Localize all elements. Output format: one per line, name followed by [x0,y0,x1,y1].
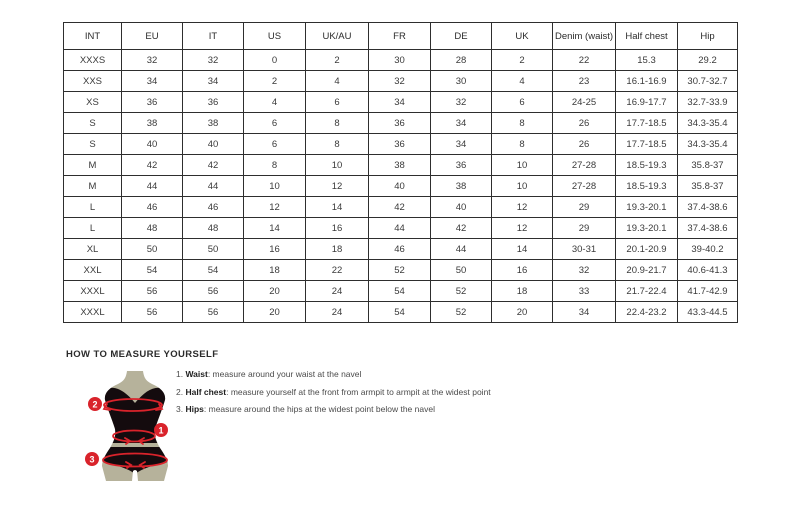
step-text: : measure around the hips at the widest point below the navel [203,404,435,414]
size-cell: 34.3-35.4 [678,134,738,155]
size-cell: 38 [183,113,244,134]
size-row [64,302,738,323]
size-cell: 24 [306,281,369,302]
size-cell: 20 [492,302,553,323]
size-cell: 18.5-19.3 [616,176,678,197]
size-cell: 19.3-20.1 [616,197,678,218]
size-cell: 34 [183,71,244,92]
size-cell: 22 [306,260,369,281]
size-cell: 24-25 [553,92,616,113]
size-cell: 10 [244,176,306,197]
size-cell: 54 [183,260,244,281]
size-cell: 35.8-37 [678,176,738,197]
size-cell: XXXS [64,50,122,71]
size-cell: L [64,218,122,239]
size-cell: 10 [492,155,553,176]
step-number: 3. [176,404,184,414]
step-label: Hips [185,404,204,414]
step-label: Waist [185,369,208,379]
size-cell: 46 [183,197,244,218]
size-cell: XXXL [64,281,122,302]
size-cell: 27-28 [553,155,616,176]
size-cell: 34 [553,302,616,323]
size-row [64,218,738,239]
size-cell: 46 [369,239,431,260]
size-cell: 36 [369,113,431,134]
size-cell: 52 [431,281,492,302]
column-header: UK [492,23,553,50]
badge-hips-number: 3 [89,454,95,465]
size-cell: 39-40.2 [678,239,738,260]
column-header: Denim (waist) [553,23,616,50]
size-cell: M [64,155,122,176]
size-cell: 42 [183,155,244,176]
size-cell: 36 [369,134,431,155]
size-cell: M [64,176,122,197]
size-row [64,134,738,155]
size-cell: 4 [244,92,306,113]
size-cell: 17.7-18.5 [616,113,678,134]
size-cell: 20.9-21.7 [616,260,678,281]
size-cell: 32 [369,71,431,92]
size-cell: 37.4-38.6 [678,218,738,239]
size-cell: 34 [122,71,183,92]
size-cell: 8 [244,155,306,176]
size-row [64,197,738,218]
column-header: INT [64,23,122,50]
size-cell: 30 [431,71,492,92]
size-cell: 22.4-23.2 [616,302,678,323]
midriff-gap [90,443,182,447]
size-cell: 29 [553,197,616,218]
size-cell: 16.9-17.7 [616,92,678,113]
size-cell: 27-28 [553,176,616,197]
size-cell: 16 [244,239,306,260]
size-cell: 54 [369,302,431,323]
step-text: : measure yourself at the front from armpit to armpit at the widest point [226,386,491,397]
size-cell: 8 [492,134,553,155]
measure-step-waist [176,369,491,380]
size-cell: 16 [492,260,553,281]
size-cell: 6 [492,92,553,113]
size-cell: 2 [306,50,369,71]
size-cell: 40 [431,197,492,218]
size-cell: 34 [431,113,492,134]
size-cell: 8 [306,134,369,155]
size-cell: 6 [244,113,306,134]
size-cell: 42 [369,197,431,218]
size-cell: XS [64,92,122,113]
size-cell: 38 [369,155,431,176]
column-header: DE [431,23,492,50]
size-row [64,260,738,281]
size-cell: 19.3-20.1 [616,218,678,239]
size-cell: 32 [431,92,492,113]
size-cell: 34 [431,134,492,155]
measure-section-title: HOW TO MEASURE YOURSELF [66,349,219,360]
size-cell: 14 [306,197,369,218]
size-cell: 35.8-37 [678,155,738,176]
size-cell: 36 [183,92,244,113]
size-cell: 20 [244,281,306,302]
size-cell: 50 [431,260,492,281]
size-cell: 8 [306,113,369,134]
badge-chest-number: 2 [92,399,98,410]
size-cell: 42 [431,218,492,239]
size-cell: 30.7-32.7 [678,71,738,92]
size-cell: 34.3-35.4 [678,113,738,134]
size-cell: 12 [492,218,553,239]
measure-step-hips [176,404,491,415]
measure-steps-list [176,369,491,422]
size-cell: 38 [122,113,183,134]
size-cell: 36 [122,92,183,113]
size-cell: 15.3 [616,50,678,71]
size-cell: 21.7-22.4 [616,281,678,302]
step-number: 1. [176,369,184,379]
size-cell: 56 [183,281,244,302]
size-cell: 54 [122,260,183,281]
size-cell: 30 [369,50,431,71]
size-cell: 10 [492,176,553,197]
size-cell: 29 [553,218,616,239]
size-cell: 32 [183,50,244,71]
size-cell: 48 [183,218,244,239]
size-cell: 52 [369,260,431,281]
size-cell: 43.3-44.5 [678,302,738,323]
size-cell: 48 [122,218,183,239]
size-cell: 38 [431,176,492,197]
step-number: 2. [176,386,184,397]
step-label: Half chest [185,386,227,397]
size-cell: 6 [244,134,306,155]
size-cell: 44 [369,218,431,239]
table-body [64,50,738,323]
size-row [64,281,738,302]
size-cell: 56 [122,302,183,323]
column-header: US [244,23,306,50]
size-cell: 50 [122,239,183,260]
size-cell: 2 [492,50,553,71]
size-cell: 56 [183,302,244,323]
size-cell: 10 [306,155,369,176]
size-cell: 17.7-18.5 [616,134,678,155]
size-cell: 18 [492,281,553,302]
measure-step-half-chest [176,387,491,398]
size-cell: 12 [244,197,306,218]
size-cell: 28 [431,50,492,71]
size-cell: 24 [306,302,369,323]
size-cell: 32 [553,260,616,281]
size-cell: XXL [64,260,122,281]
size-cell: 40.6-41.3 [678,260,738,281]
size-cell: 36 [431,155,492,176]
size-chart-table [63,22,738,323]
size-cell: 22 [553,50,616,71]
size-cell: 18 [244,260,306,281]
size-cell: L [64,197,122,218]
size-row [64,176,738,197]
size-cell: 46 [122,197,183,218]
size-cell: S [64,113,122,134]
size-cell: 20.1-20.9 [616,239,678,260]
size-cell: 2 [244,71,306,92]
step-text: : measure around your waist at the navel [207,369,362,379]
size-cell: 29.2 [678,50,738,71]
size-cell: 44 [183,176,244,197]
size-cell: 42 [122,155,183,176]
size-cell: 12 [492,197,553,218]
size-cell: 41.7-42.9 [678,281,738,302]
size-cell: 37.4-38.6 [678,197,738,218]
column-header: Hip [678,23,738,50]
size-row [64,155,738,176]
column-header: Half chest [616,23,678,50]
size-cell: XXS [64,71,122,92]
table-header-row [64,23,738,50]
size-cell: 40 [183,134,244,155]
size-cell: 32 [122,50,183,71]
size-cell: 14 [244,218,306,239]
badge-waist-number: 1 [158,425,164,436]
size-cell: 40 [122,134,183,155]
size-cell: 26 [553,113,616,134]
size-cell: 50 [183,239,244,260]
size-cell: 26 [553,134,616,155]
size-row [64,113,738,134]
size-cell: 6 [306,92,369,113]
size-cell: 18.5-19.3 [616,155,678,176]
size-row [64,92,738,113]
size-cell: 44 [122,176,183,197]
size-cell: 30-31 [553,239,616,260]
size-cell: S [64,134,122,155]
size-cell: XL [64,239,122,260]
size-cell: 12 [306,176,369,197]
size-cell: 14 [492,239,553,260]
size-cell: 23 [553,71,616,92]
size-cell: 0 [244,50,306,71]
size-cell: XXXL [64,302,122,323]
column-header: FR [369,23,431,50]
size-cell: 34 [369,92,431,113]
size-row [64,239,738,260]
size-cell: 56 [122,281,183,302]
column-header: EU [122,23,183,50]
column-header: IT [183,23,244,50]
size-cell: 18 [306,239,369,260]
size-cell: 20 [244,302,306,323]
size-cell: 54 [369,281,431,302]
size-row [64,50,738,71]
size-cell: 52 [431,302,492,323]
size-row [64,71,738,92]
size-cell: 8 [492,113,553,134]
size-cell: 40 [369,176,431,197]
column-header: UK/AU [306,23,369,50]
size-cell: 4 [306,71,369,92]
size-cell: 16.1-16.9 [616,71,678,92]
size-cell: 16 [306,218,369,239]
size-cell: 33 [553,281,616,302]
size-cell: 32.7-33.9 [678,92,738,113]
size-cell: 44 [431,239,492,260]
size-cell: 4 [492,71,553,92]
